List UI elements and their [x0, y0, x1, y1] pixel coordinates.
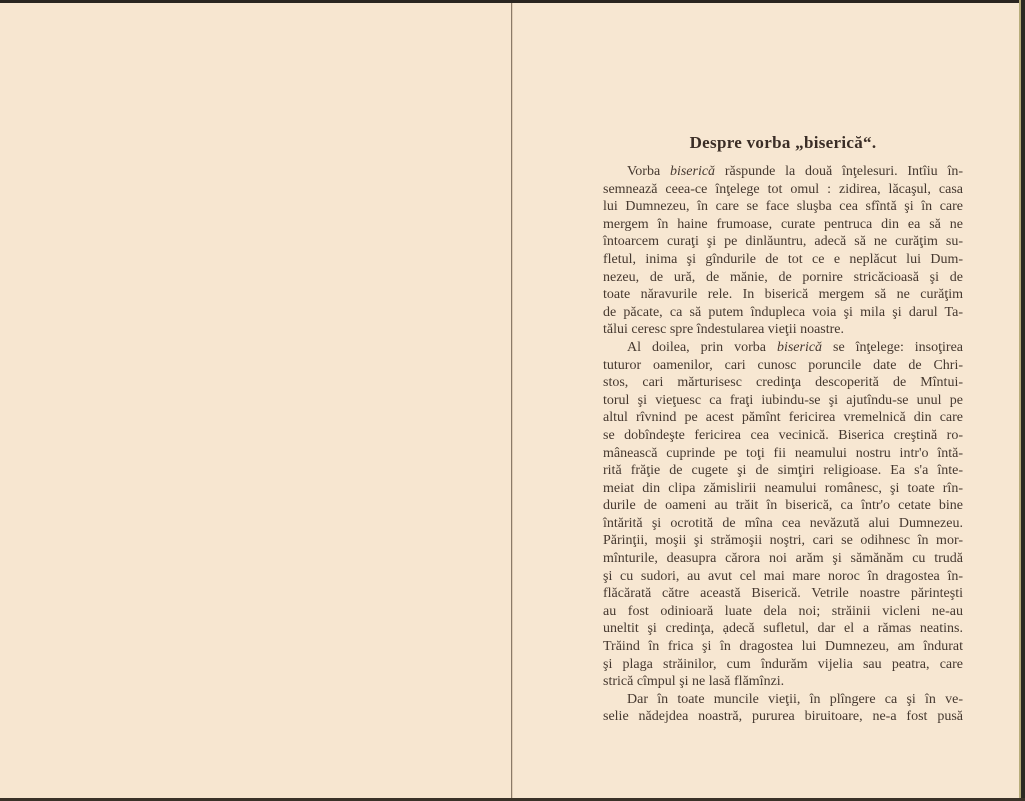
text-line — [603, 515, 963, 533]
text-segment: întoarcem curaţi şi pe dinlăuntru, adecă să ne curăţim su- — [603, 234, 963, 250]
text-segment: se dobîndeşte fericirea cea vecinică. Biserica creştină ro- — [603, 427, 963, 443]
text-segment: lui Dumnezeu, în care se face sluşba cea sfîntă şi în care — [603, 199, 963, 215]
text-line — [603, 304, 963, 322]
text-segment: mergem în haine frumoase, curate pentruca din ea să ne — [603, 216, 963, 232]
text-segment: selie nădejdea noastră, pururea biruitoare, ne-a fost pusă — [603, 709, 963, 725]
page-title: Despre vorba „biserică“. — [689, 133, 877, 152]
text-line — [603, 392, 963, 410]
text-line — [603, 691, 963, 709]
text-segment: torul şi vieţuesc ca fraţi iubindu-se şi ajutîndu-se unul pe — [603, 392, 963, 408]
text-segment: Vorba — [627, 164, 670, 179]
text-segment: Părinţii, moşii şi strămoşii noştri, cari se odihnesc în mor- — [603, 533, 963, 549]
text-segment: nezeu, de ură, de mănie, de pornire stricăcioasă şi de — [603, 269, 963, 285]
text-line — [603, 620, 963, 638]
text-line — [603, 427, 963, 445]
text-segment: meiat din clipa zămislirii neamului românesc, şi toate rîn- — [603, 480, 963, 496]
text-line — [603, 339, 963, 357]
text-line — [603, 374, 963, 392]
text-line — [603, 708, 963, 726]
text-line — [603, 550, 963, 568]
text-line — [603, 603, 963, 621]
text-segment: mînturile, deasupra cărora noi arăm şi sămănăm cu trudă — [603, 551, 963, 567]
text-line — [603, 269, 963, 287]
text-segment: întărită şi ocrotită de mîna cea nevăzută alui Dumnezeu. — [603, 515, 963, 531]
text-segment: uneltit şi credinţa, ạdecă sufletul, dar el a rămas neatins. — [603, 621, 963, 637]
text-line — [603, 497, 963, 515]
text-line — [603, 568, 963, 586]
text-segment: toate năravurile rele. In biserică mergem să ne curăţim — [603, 287, 963, 303]
text-segment: fletul, inima şi gîndurile de tot ce e neplăcut lui Dum- — [603, 251, 963, 267]
text-segment: durile de oameni au trăit în biserică, ca într'o cetate bine — [603, 498, 963, 514]
text-line — [603, 462, 963, 480]
text-line — [603, 673, 963, 691]
text-line — [603, 656, 963, 674]
italic-term: biserică — [776, 339, 823, 355]
text-line — [603, 233, 963, 251]
text-line — [603, 216, 963, 234]
scan-border-right — [1021, 0, 1025, 801]
left-page-blank — [0, 3, 511, 798]
text-line — [603, 321, 963, 339]
text-segment: flăcărată către această Biserică. Vetrile noastre părinteşti — [603, 586, 963, 602]
body-text — [603, 163, 963, 726]
text-segment: au fost odinioară luate dela noi; străinii vicleni ne-au — [603, 603, 963, 619]
text-line — [603, 181, 963, 199]
text-segment: strică cîmpul şi ne lasă flămînzi. — [603, 674, 785, 690]
text-line — [603, 163, 963, 181]
text-line — [603, 445, 963, 463]
text-line — [603, 585, 963, 603]
text-segment: semnează ceea-ce înţelege tot omul : zidirea, lăcaşul, casa — [603, 181, 963, 197]
paragraph — [603, 691, 963, 726]
text-segment: Trăind în frica şi în dragostea lui Dumnezeu, am îndurat — [603, 639, 963, 655]
text-segment: stos, cari mărturisesc credinţa descoperită de Mîntui- — [603, 375, 963, 391]
text-segment: răspunde la două înţelesuri. Intîiu în- — [715, 164, 963, 179]
text-line — [603, 409, 963, 427]
text-line — [603, 286, 963, 304]
text-line — [603, 198, 963, 216]
paragraph — [603, 339, 963, 691]
text-line — [603, 532, 963, 550]
text-segment: rită frăţie de cugete şi de simţiri religioase. Ea s'a înte- — [603, 463, 963, 479]
text-segment: altul rîvnind pe acest pămînt fericirea vremelnică din care — [603, 410, 963, 426]
text-line — [603, 638, 963, 656]
text-segment: tălui ceresc spre îndestularea vieţii noastre. — [603, 322, 845, 338]
italic-term: biserică — [669, 164, 716, 179]
text-line — [603, 251, 963, 269]
text-line — [603, 357, 963, 375]
text-segment: mânească cuprinde pe toţi fii neamului nostru intr'o întă- — [603, 445, 963, 461]
text-segment: se înţelege: insoţirea — [822, 339, 963, 355]
text-segment: şi plaga străinilor, cum îndurăm vijelia sau peatra, care — [603, 656, 963, 672]
text-segment: tuturor oamenilor, cari cunosc poruncile date de Chri- — [603, 357, 963, 373]
text-line — [603, 480, 963, 498]
text-segment: Al doilea, prin vorba — [627, 339, 777, 355]
paragraph — [603, 163, 963, 339]
text-segment: şi cu sudori, au avut cel mai mare noroc în dragostea în- — [603, 568, 963, 584]
text-segment: Dar în toate muncile vieţii, în plîngere ca şi în ve- — [627, 691, 963, 707]
text-segment: de păcate, ca să putem îndupleca voia şi mila şi darul Ta- — [603, 304, 963, 320]
